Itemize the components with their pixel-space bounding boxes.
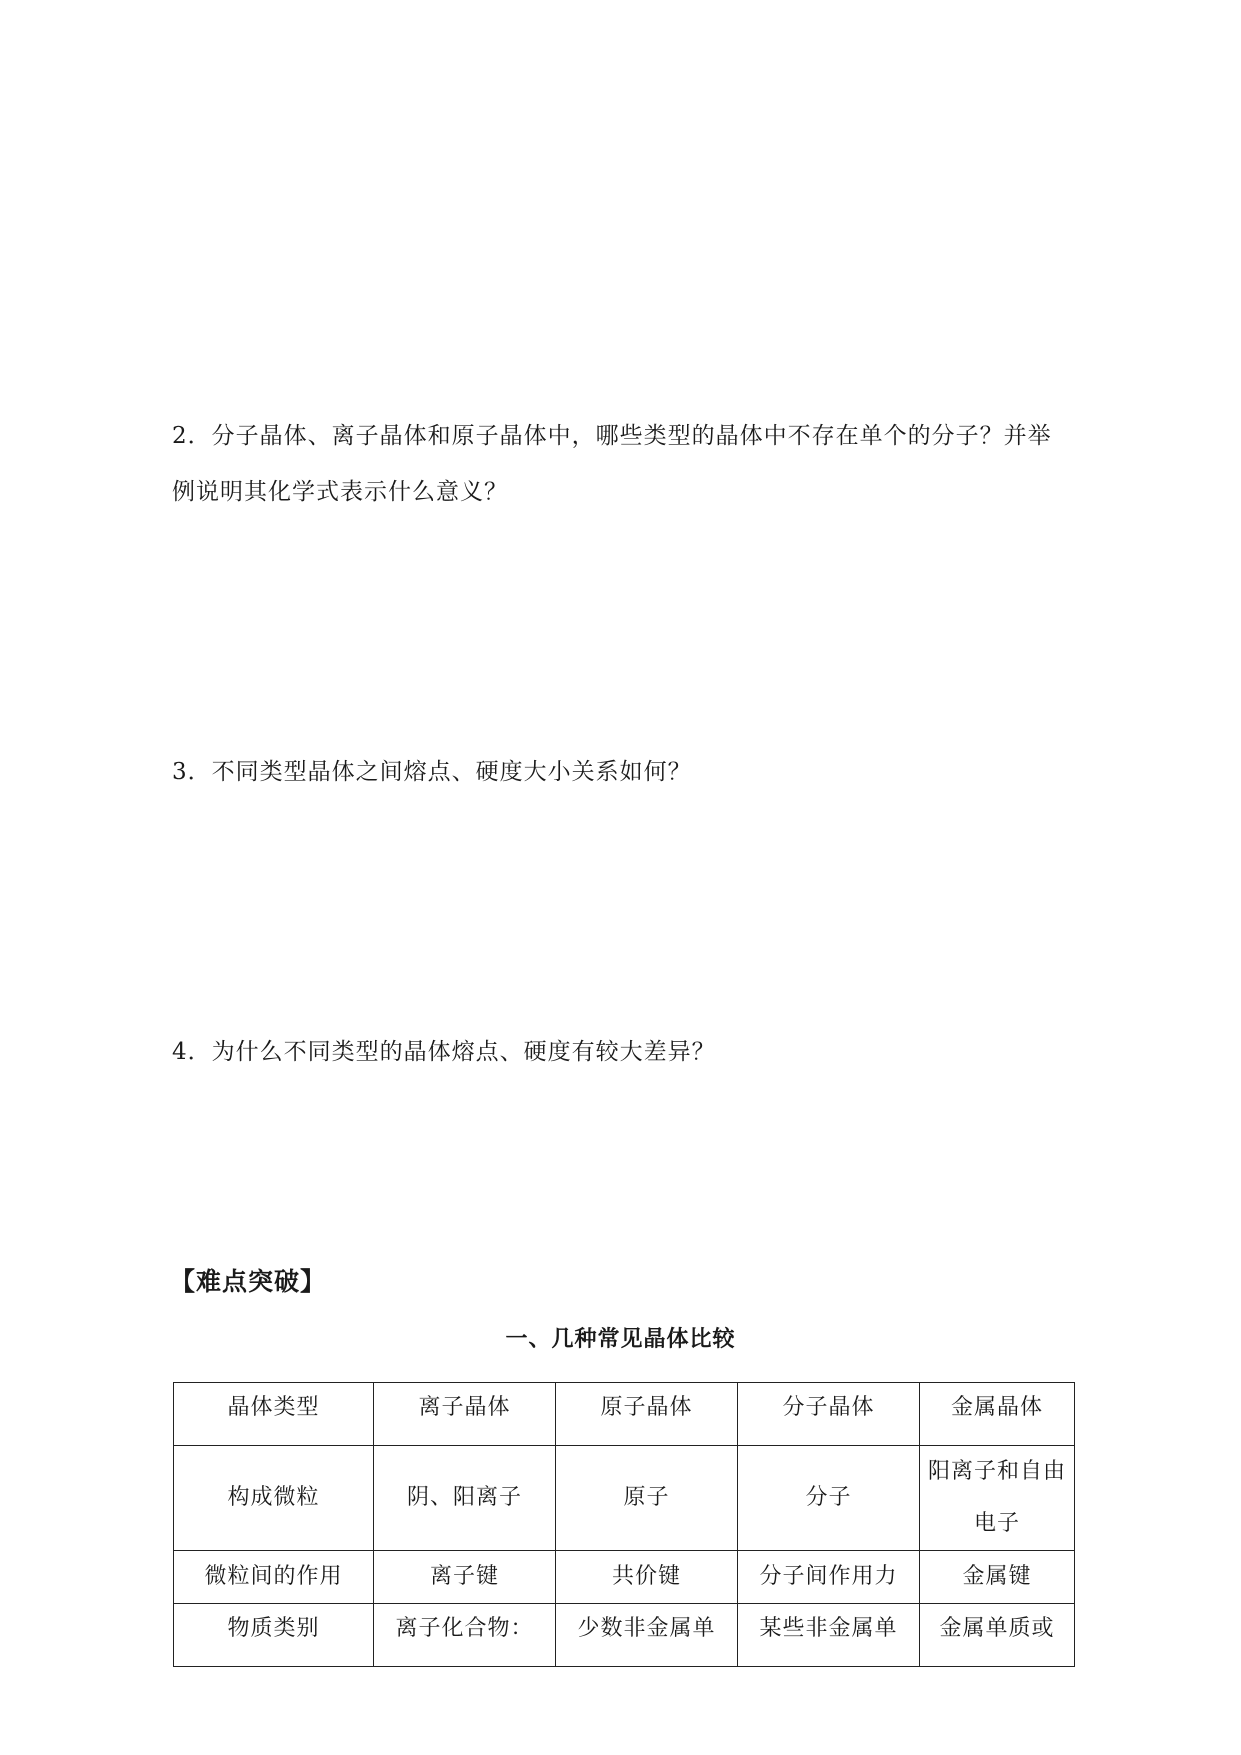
table-cell: 构成微粒 bbox=[174, 1446, 374, 1551]
header-cell: 晶体类型 bbox=[174, 1383, 374, 1446]
table-cell: 微粒间的作用 bbox=[174, 1551, 374, 1604]
table-cell: 共价键 bbox=[556, 1551, 738, 1604]
table-cell: 分子 bbox=[738, 1446, 920, 1551]
table-row bbox=[174, 1446, 1075, 1551]
question-4: 4．为什么不同类型的晶体熔点、硬度有较大差异？ bbox=[172, 1039, 716, 1065]
table-row bbox=[174, 1604, 1075, 1667]
table-cell: 离子化合物： bbox=[374, 1604, 556, 1667]
table-cell: 金属键 bbox=[920, 1551, 1075, 1604]
table-header-row bbox=[174, 1383, 1075, 1446]
header-cell: 金属晶体 bbox=[920, 1383, 1075, 1446]
section-heading: 【难点突破】 bbox=[170, 1267, 327, 1296]
crystal-comparison-table bbox=[173, 1382, 1075, 1667]
table-title: 一、几种常见晶体比较 bbox=[505, 1327, 736, 1352]
table-cell: 阳离子和自由电子 bbox=[920, 1446, 1075, 1551]
question-2: 2．分子晶体、离子晶体和原子晶体中，哪些类型的晶体中不存在单个的分子？并举例说明其化学式表示什么意义？ bbox=[172, 423, 1052, 505]
table-cell: 金属单质或 bbox=[920, 1604, 1075, 1667]
table-row bbox=[174, 1551, 1075, 1604]
header-cell: 分子晶体 bbox=[738, 1383, 920, 1446]
header-cell: 原子晶体 bbox=[556, 1383, 738, 1446]
table-cell: 离子键 bbox=[374, 1551, 556, 1604]
table-cell: 少数非金属单 bbox=[556, 1604, 738, 1667]
question-3: 3．不同类型晶体之间熔点、硬度大小关系如何？ bbox=[172, 759, 692, 785]
table-cell: 原子 bbox=[556, 1446, 738, 1551]
table-cell: 阴、阳离子 bbox=[374, 1446, 556, 1551]
table-cell: 某些非金属单 bbox=[738, 1604, 920, 1667]
table-cell: 分子间作用力 bbox=[738, 1551, 920, 1604]
table-cell: 物质类别 bbox=[174, 1604, 374, 1667]
header-cell: 离子晶体 bbox=[374, 1383, 556, 1446]
